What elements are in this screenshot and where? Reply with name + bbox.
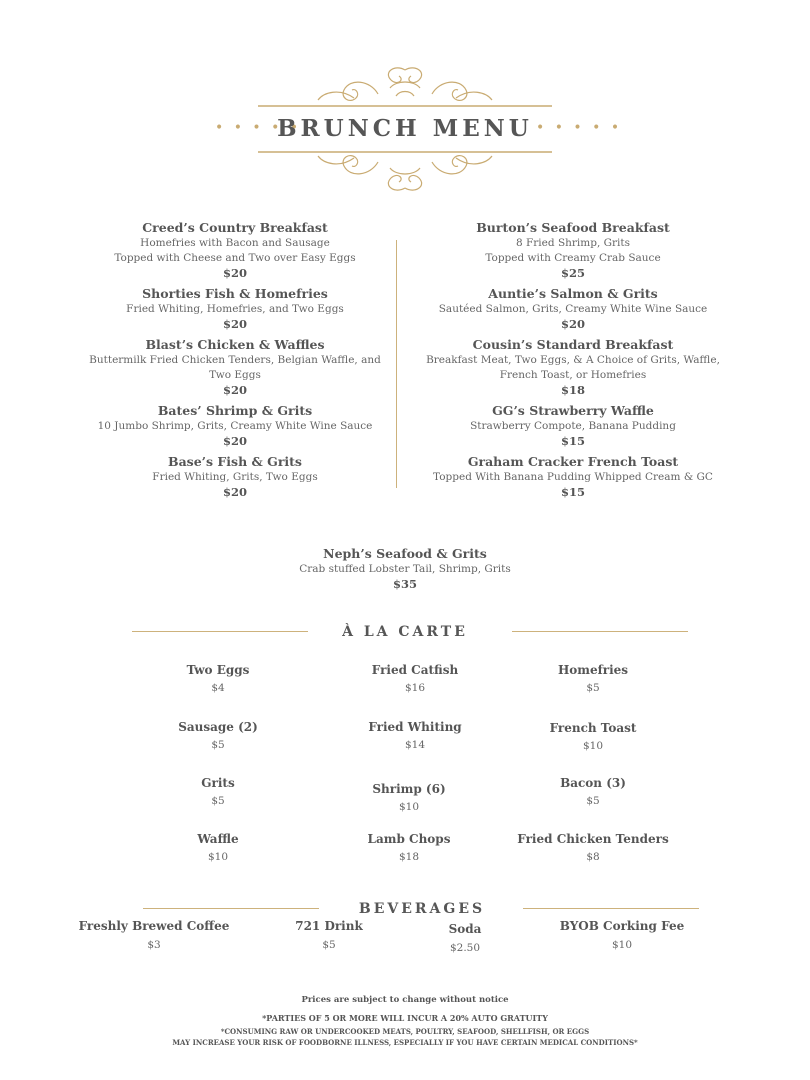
item-desc: Topped with Creamy Crab Sauce	[485, 252, 661, 264]
item-price: $5	[322, 939, 336, 951]
item-name: BYOB Corking Fee	[559, 919, 685, 933]
item-desc: Topped With Banana Pudding Whipped Cream & GC	[433, 471, 713, 483]
item-name: Bacon (3)	[560, 776, 626, 790]
a-la-carte-item	[128, 662, 308, 696]
beverage-item	[552, 918, 692, 953]
item-price: $25	[560, 266, 585, 280]
beverages-title: BEVERAGES	[358, 901, 486, 917]
left-menu-column	[85, 220, 385, 505]
a-la-carte-item	[503, 775, 683, 809]
item-price: $5	[211, 739, 225, 751]
item-desc: Topped with Cheese and Two over Easy Eggs	[114, 252, 356, 264]
item-desc: Fried Whiting, Homefries, and Two Eggs	[126, 303, 344, 315]
item-price: $10	[582, 740, 604, 752]
right-menu-column	[423, 220, 723, 505]
menu-item	[85, 403, 385, 448]
menu-item	[85, 454, 385, 499]
item-name: Soda	[448, 922, 482, 936]
item-price: $3	[147, 939, 161, 951]
item-price: $20	[222, 383, 247, 397]
header-dots-right: • • • • •	[536, 120, 623, 136]
item-name: Cousin’s Standard Breakfast	[472, 337, 674, 352]
a-la-carte-item	[128, 775, 308, 809]
item-name: Burton’s Seafood Breakfast	[476, 220, 670, 235]
food-warning-line2: MAY INCREASE YOUR RISK OF FOODBORNE ILLNESS, ESPECIALLY IF YOU HAVE CERTAIN MEDICAL CONDITIONS*	[172, 1038, 638, 1047]
a-la-carte-item	[503, 662, 683, 696]
prices-note: Prices are subject to change without notice	[301, 995, 509, 1005]
a-la-carte-item	[128, 719, 308, 753]
item-name: Lamb Chops	[367, 832, 451, 846]
item-price: $20	[560, 317, 585, 331]
menu-item	[85, 286, 385, 331]
item-desc: 8 Fried Shrimp, Grits	[515, 237, 630, 249]
ornament-bottom-icon	[258, 148, 552, 196]
item-price: $4	[211, 682, 225, 694]
item-name: Blast’s Chicken & Waffles	[145, 337, 325, 352]
ornament-top-icon	[258, 64, 552, 110]
a-la-carte-item	[128, 831, 308, 865]
section-rule-right	[512, 631, 688, 632]
food-warning-line1: *CONSUMING RAW OR UNDERCOOKED MEATS, POULTRY, SEAFOOD, SHELLFISH, OR EGGS	[220, 1027, 590, 1036]
item-name: Fried Catfish	[371, 663, 459, 677]
menu-item	[85, 220, 385, 280]
item-price: $5	[586, 682, 600, 694]
item-name: Neph’s Seafood & Grits	[323, 546, 487, 561]
item-price: $16	[404, 682, 426, 694]
item-price: $10	[398, 801, 420, 813]
a-la-carte-item	[325, 719, 505, 753]
item-desc: Buttermilk Fried Chicken Tenders, Belgian Waffle, and	[89, 354, 381, 366]
a-la-carte-item	[503, 720, 683, 754]
item-name: Shrimp (6)	[372, 782, 446, 796]
item-price: $10	[611, 939, 633, 951]
item-price: $20	[222, 485, 247, 499]
item-desc: Homefries with Bacon and Sausage	[140, 237, 330, 249]
item-desc: Crab stuffed Lobster Tail, Shrimp, Grits	[299, 563, 511, 575]
item-price: $35	[392, 577, 417, 591]
column-divider	[396, 240, 397, 488]
item-price: $14	[404, 739, 426, 751]
item-name: Base’s Fish & Grits	[168, 454, 302, 469]
featured-item	[205, 546, 605, 591]
gratuity-note: *PARTIES OF 5 OR MORE WILL INCUR A 20% AUTO GRATUITY	[262, 1013, 548, 1023]
item-desc: Sautéed Salmon, Grits, Creamy White Wine Sauce	[438, 303, 708, 315]
item-desc: Strawberry Compote, Banana Pudding	[470, 420, 676, 432]
beverage-item	[425, 921, 505, 956]
item-price: $18	[560, 383, 585, 397]
section-rule-right	[523, 908, 699, 909]
item-price: $20	[222, 317, 247, 331]
a-la-carte-item	[319, 831, 499, 865]
item-price: $10	[207, 851, 229, 863]
item-price: $20	[222, 434, 247, 448]
a-la-carte-item	[325, 662, 505, 696]
item-name: Graham Cracker French Toast	[467, 454, 679, 469]
a-la-carte-title: À LA CARTE	[342, 624, 468, 640]
item-price: $15	[560, 434, 585, 448]
menu-item	[423, 454, 723, 499]
item-price: $15	[560, 485, 585, 499]
beverage-item	[284, 918, 374, 953]
item-name: Two Eggs	[186, 663, 250, 677]
item-price: $20	[222, 266, 247, 280]
item-price: $8	[586, 851, 600, 863]
item-name: GG’s Strawberry Waffle	[492, 403, 654, 418]
menu-item	[85, 337, 385, 397]
item-desc: Fried Whiting, Grits, Two Eggs	[152, 471, 318, 483]
page-title: BRUNCH MENU	[277, 115, 533, 142]
item-name: French Toast	[549, 721, 637, 735]
item-desc: French Toast, or Homefries	[499, 369, 647, 381]
menu-item	[423, 337, 723, 397]
item-desc: Two Eggs	[209, 369, 261, 381]
beverage-item	[78, 918, 230, 953]
item-price: $2.50	[449, 942, 481, 954]
item-name: Freshly Brewed Coffee	[78, 919, 230, 933]
a-la-carte-item	[493, 831, 693, 865]
item-name: Homefries	[557, 663, 629, 677]
header-dots-left: • • • • •	[215, 120, 302, 136]
menu-item	[423, 403, 723, 448]
item-name: Sausage (2)	[178, 720, 258, 734]
item-name: 721 Drink	[295, 919, 363, 933]
item-name: Bates’ Shrimp & Grits	[157, 403, 313, 418]
item-name: Waffle	[197, 832, 239, 846]
item-name: Fried Chicken Tenders	[517, 832, 669, 846]
menu-item	[423, 220, 723, 280]
item-name: Grits	[201, 776, 235, 790]
menu-item	[423, 286, 723, 331]
item-price: $18	[398, 851, 420, 863]
item-name: Fried Whiting	[368, 720, 462, 734]
item-name: Creed’s Country Breakfast	[142, 220, 328, 235]
item-name: Shorties Fish & Homefries	[142, 286, 328, 301]
a-la-carte-item	[319, 781, 499, 815]
item-price: $5	[211, 795, 225, 807]
footer-notes	[0, 995, 810, 1048]
item-desc: Breakfast Meat, Two Eggs, & A Choice of Grits, Waffle,	[426, 354, 720, 366]
item-desc: 10 Jumbo Shrimp, Grits, Creamy White Wine Sauce	[97, 420, 373, 432]
item-price: $5	[586, 795, 600, 807]
item-name: Auntie’s Salmon & Grits	[488, 286, 658, 301]
